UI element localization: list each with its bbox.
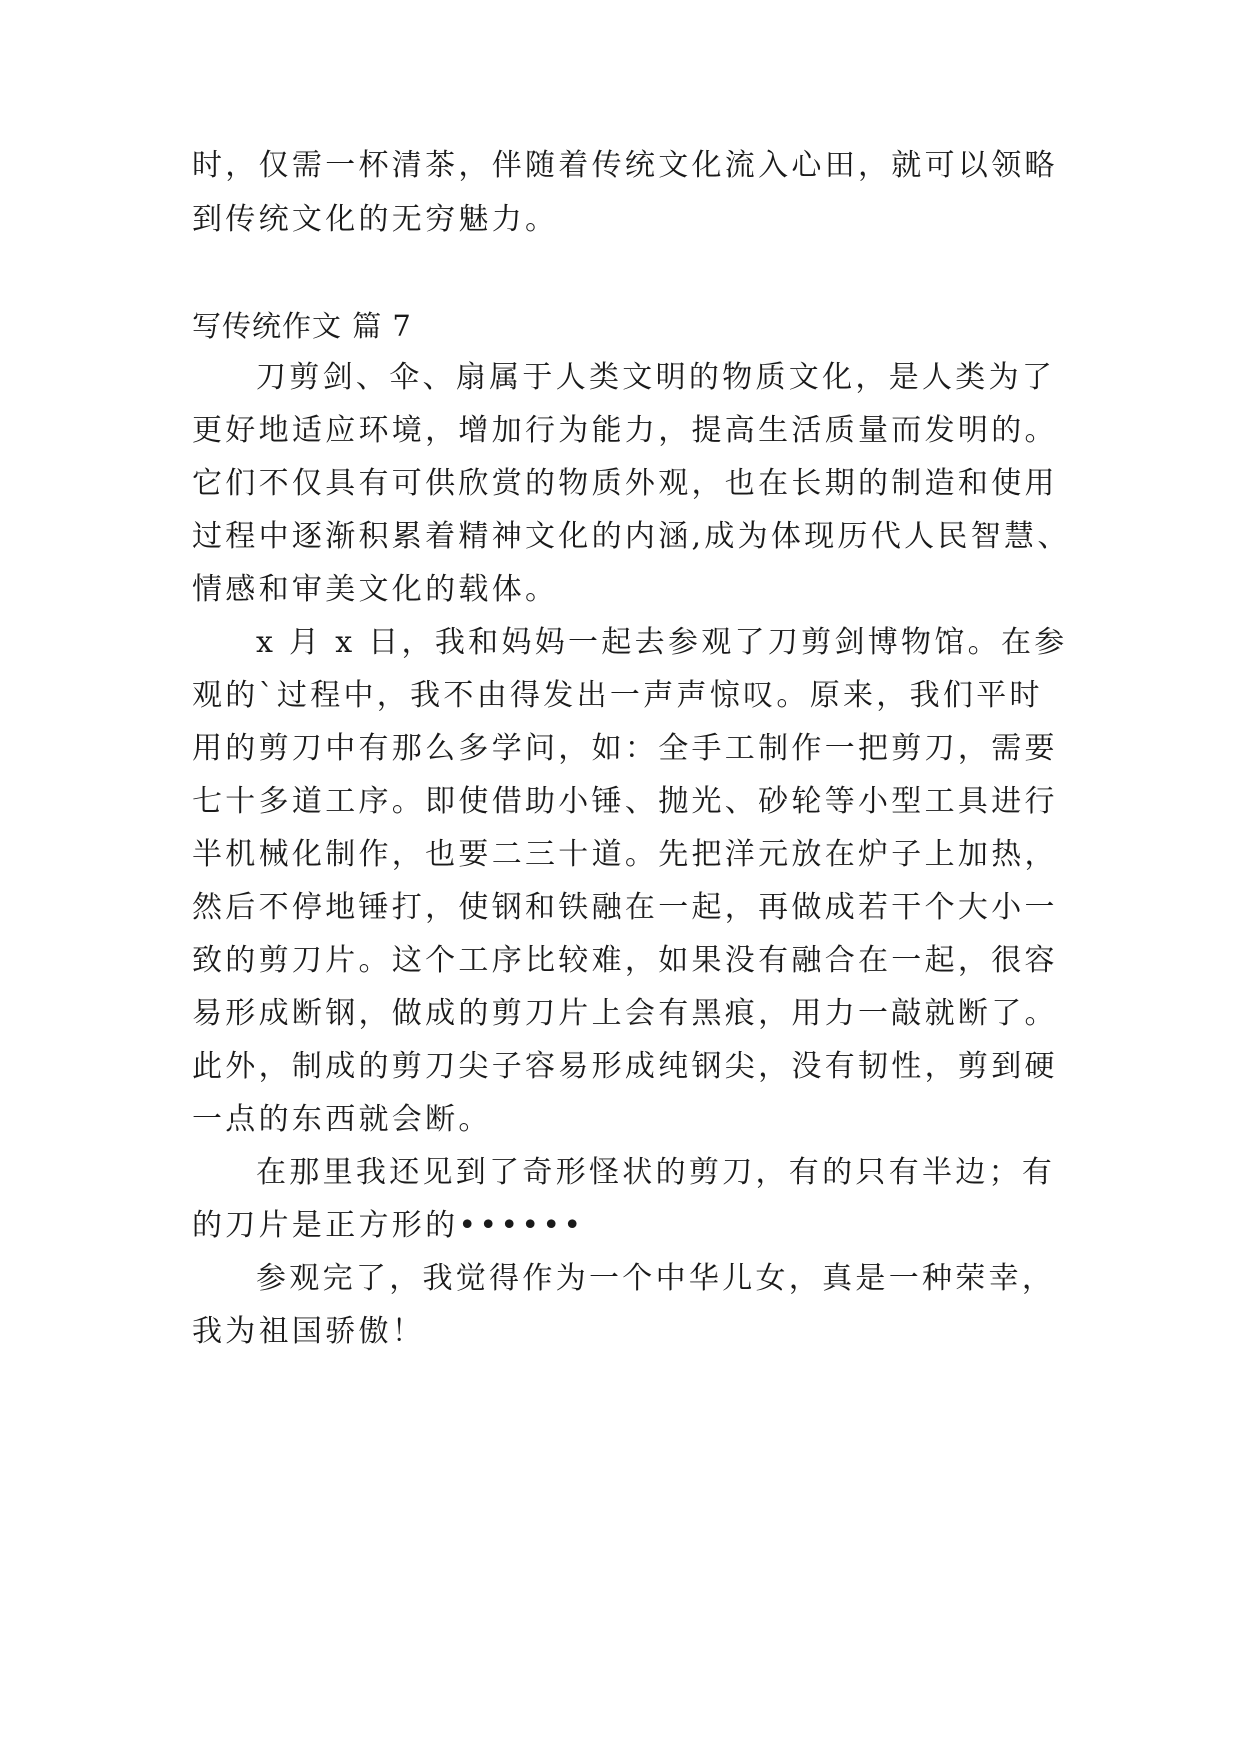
paragraph-4-line-1: 参观完了，我觉得作为一个中华儿女，真是一种荣幸， (256, 1261, 1056, 1296)
paragraph-3-line-2: 的刀片是正方形的•••••• (192, 1208, 585, 1243)
paragraph-2-line-10: 一点的东西就会断。 (192, 1102, 492, 1137)
paragraph-2-line-2: 观的`过程中，我不由得发出一声声惊叹。原来，我们平时 (192, 678, 1043, 713)
paragraph-1-line-1: 刀剪剑、伞、扇属于人类文明的物质文化，是人类为了 (256, 360, 1056, 395)
paragraph-2-line-8: 易形成断钢，做成的剪刀片上会有黑痕，用力一敲就断了。 (192, 996, 1058, 1031)
intro-line-2: 到传统文化的无穷魅力。 (192, 202, 559, 237)
paragraph-1-line-2: 更好地适应环境，增加行为能力，提高生活质量而发明的。 (192, 413, 1058, 448)
paragraph-4-line-2: 我为祖国骄傲！ (192, 1314, 426, 1349)
paragraph-2-line-6: 然后不停地锤打，使钢和铁融在一起，再做成若干个大小一 (192, 890, 1058, 925)
paragraph-1-line-4: 过程中逐渐积累着精神文化的内涵,成为体现历代人民智慧、 (192, 519, 1071, 554)
section-heading: 写传统作文 篇 7 (192, 309, 412, 343)
paragraph-2-line-9: 此外，制成的剪刀尖子容易形成纯钢尖，没有韧性，剪到硬 (192, 1049, 1058, 1084)
paragraph-1-line-3: 它们不仅具有可供欣赏的物质外观，也在长期的制造和使用 (192, 466, 1058, 501)
paragraph-1-line-5: 情感和审美文化的载体。 (192, 572, 559, 607)
paragraph-2-line-3: 用的剪刀中有那么多学问，如：全手工制作一把剪刀，需要 (192, 731, 1058, 766)
paragraph-2-line-7: 致的剪刀片。这个工序比较难，如果没有融合在一起，很容 (192, 943, 1058, 978)
paragraph-2-line-5: 半机械化制作，也要二三十道。先把洋元放在炉子上加热， (192, 837, 1058, 872)
paragraph-2-line-1: x 月 x 日，我和妈妈一起去参观了刀剪剑博物馆。在参 (256, 625, 1068, 660)
paragraph-3-line-1: 在那里我还见到了奇形怪状的剪刀，有的只有半边；有 (256, 1155, 1056, 1190)
paragraph-2-line-4: 七十多道工序。即使借助小锤、抛光、砂轮等小型工具进行 (192, 784, 1058, 819)
intro-line-1: 时，仅需一杯清茶，伴随着传统文化流入心田，就可以领略 (192, 148, 1058, 183)
